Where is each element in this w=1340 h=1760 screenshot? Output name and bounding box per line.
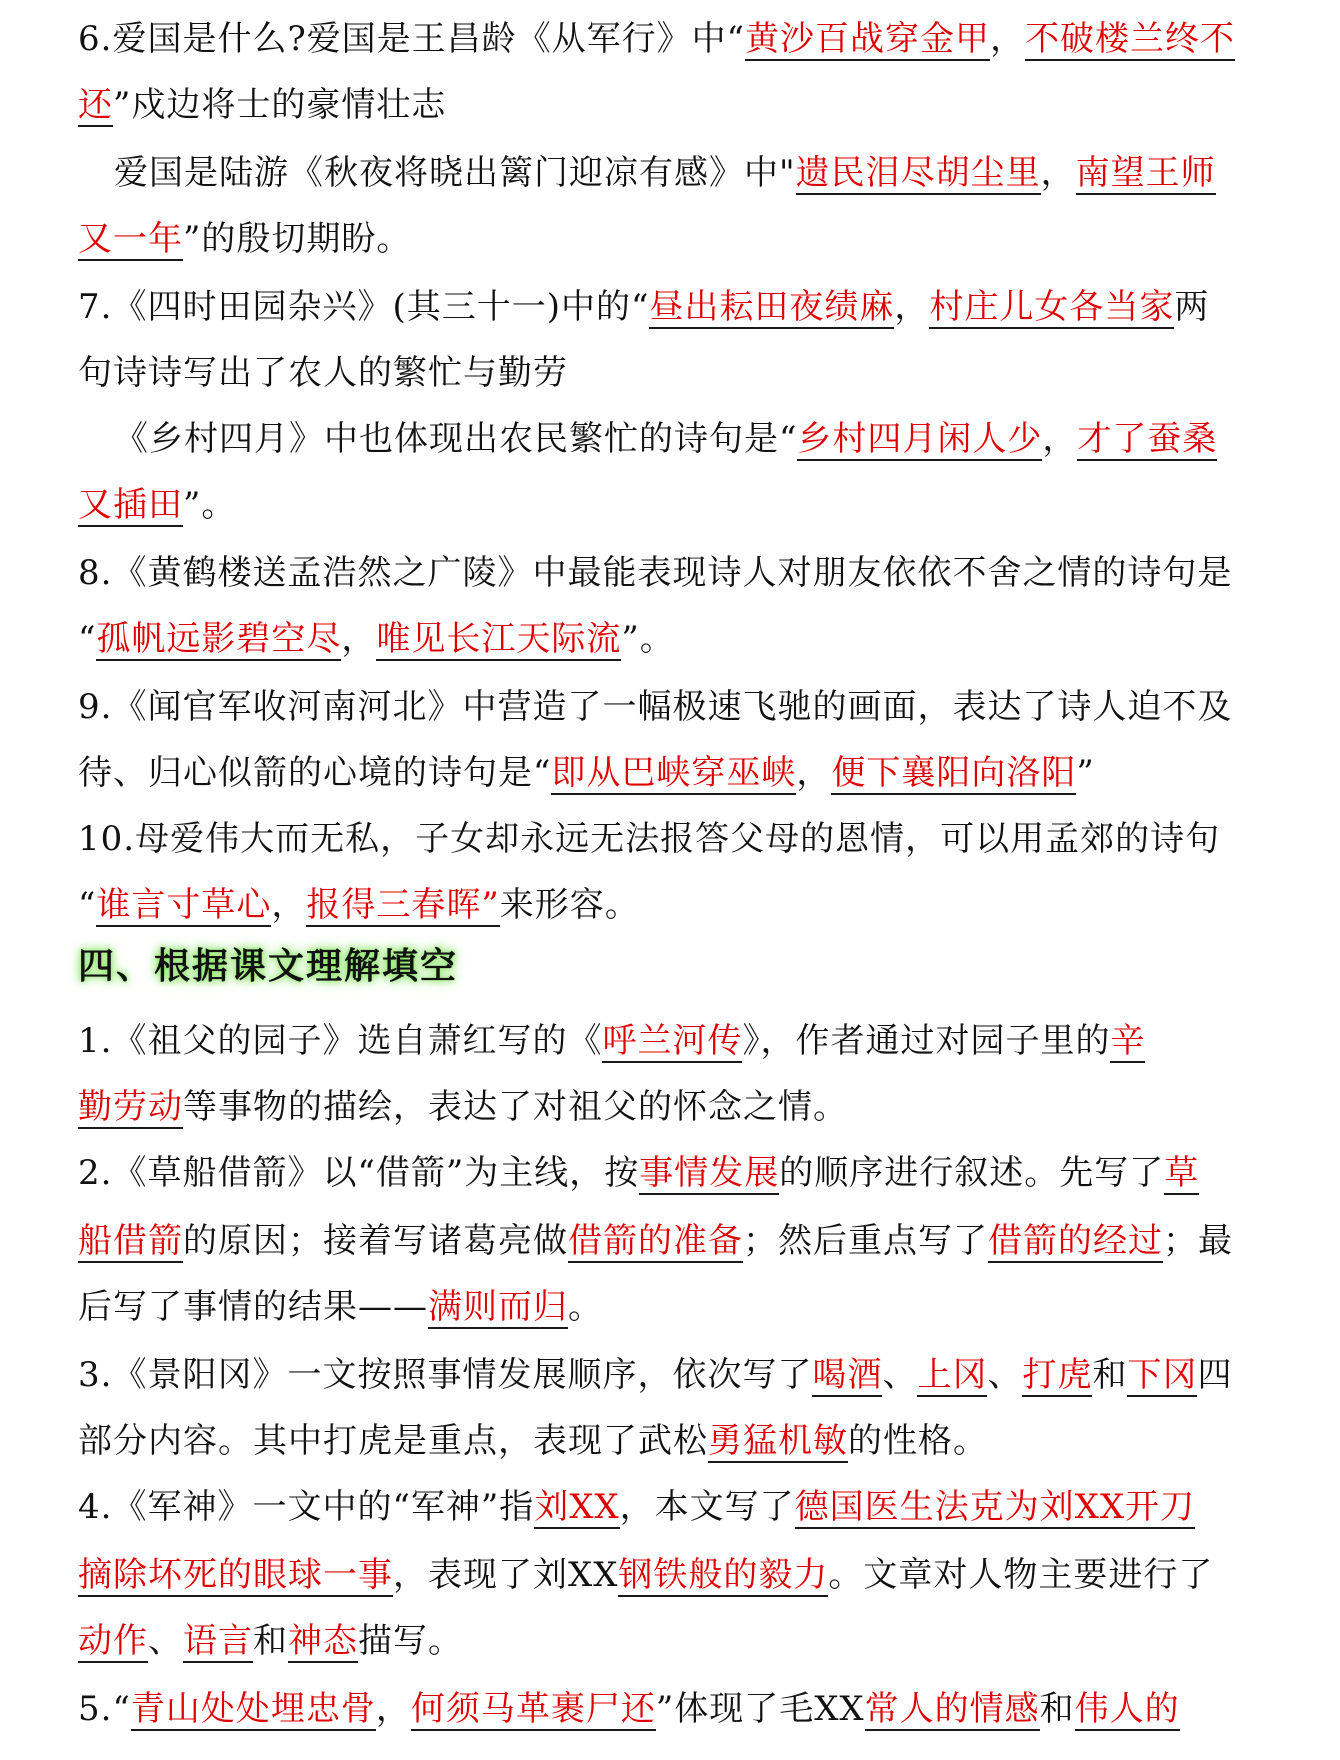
- answer-text: 喝酒: [812, 1355, 883, 1395]
- body-text: ；最: [1163, 1221, 1233, 1261]
- body-text: 《乡村四月》中也体现出农民繁忙的诗句是“: [114, 419, 798, 459]
- text-line: [78, 216, 411, 262]
- body-text: “: [78, 885, 97, 925]
- body-text: 》，作者通过对园子里的: [742, 1021, 1111, 1061]
- text-line: [78, 1686, 1180, 1732]
- answer-text: 昼出耘田夜绩麻: [649, 287, 895, 327]
- section-heading: 四、根据课文理解填空: [78, 946, 459, 987]
- text-line: [78, 350, 568, 396]
- body-text: ；然后重点写了: [743, 1221, 988, 1261]
- body-text: ，: [1042, 419, 1078, 459]
- body-text: 爱国是陆游《秋夜将晓出篱门迎凉有感》中": [114, 153, 796, 193]
- body-text: 后写了事情的结果——: [78, 1287, 428, 1327]
- answer-text: 勇猛机敏: [708, 1421, 848, 1461]
- body-text: ”: [1076, 753, 1095, 793]
- body-text: ，: [894, 287, 930, 327]
- body-text: 两: [1174, 287, 1210, 327]
- answer-text: 辛: [1110, 1021, 1146, 1061]
- body-text: ，表现了刘XX: [393, 1555, 619, 1595]
- answer-text: 呼兰河传: [602, 1021, 743, 1061]
- answer-text: 刘XX: [534, 1487, 620, 1527]
- answer-text: 满则而归: [428, 1287, 568, 1327]
- body-text: 和: [1039, 1689, 1075, 1729]
- body-text: 8.《黄鹤楼送孟浩然之广陵》中最能表现诗人对朋友依依不舍之情的诗句是: [78, 553, 1233, 593]
- body-text: 6.爱国是什么?爱国是王昌龄《从军行》中“: [78, 19, 746, 59]
- answer-text: 又一年: [78, 219, 183, 259]
- body-text: ，: [341, 619, 377, 659]
- body-text: 、: [987, 1355, 1023, 1395]
- answer-text: 德国医生法克为刘XX开刀: [794, 1487, 1196, 1527]
- answer-text: 青山处处埋忠骨: [130, 1689, 376, 1729]
- answer-text: 事情发展: [639, 1153, 780, 1193]
- text-line: [78, 750, 1095, 796]
- text-line: [114, 150, 1216, 196]
- text-line: [78, 816, 1220, 862]
- answer-text: 才了蚕桑: [1077, 419, 1218, 459]
- answer-text: 不破楼兰终不: [1025, 19, 1236, 59]
- answer-text: 打虎: [1022, 1355, 1093, 1395]
- answer-text: 谁言寸草心: [96, 885, 272, 925]
- body-text: 描写。: [358, 1621, 463, 1661]
- text-line: [78, 1484, 1195, 1530]
- answer-text: 摘除坏死的眼球一事: [78, 1555, 393, 1595]
- answer-text: 何须马革裹尸还: [410, 1689, 656, 1729]
- body-text: ，: [1040, 153, 1076, 193]
- text-line: [78, 550, 1232, 596]
- answer-text: 勤劳动: [78, 1087, 183, 1127]
- text-line: [78, 1218, 1233, 1264]
- answer-text: 借箭的准备: [568, 1221, 743, 1261]
- body-text: ”体现了毛XX: [655, 1689, 865, 1729]
- body-text: 。: [568, 1287, 603, 1327]
- body-text: ，: [990, 19, 1026, 59]
- text-line: [78, 882, 640, 928]
- body-text: 来形容。: [499, 885, 640, 925]
- text-line: [78, 482, 236, 528]
- answer-text: 南望王师: [1075, 153, 1216, 193]
- answer-text: 孤帆远影碧空尽: [96, 619, 342, 659]
- body-text: ，本文写了: [619, 1487, 795, 1527]
- body-text: 待、归心似箭的心境的诗句是“: [78, 753, 552, 793]
- body-text: 的原因；接着写诸葛亮做: [183, 1221, 568, 1261]
- text-line: [78, 16, 1235, 62]
- body-text: 部分内容。其中打虎是重点，表现了武松: [78, 1421, 708, 1461]
- answer-text: 伟人的: [1074, 1689, 1180, 1729]
- body-text: 9.《闻官军收河南河北》中营造了一幅极速飞驰的画面，表达了诗人迫不及: [78, 687, 1233, 727]
- answer-text: 草: [1164, 1153, 1200, 1193]
- text-line: [78, 1018, 1145, 1064]
- body-text: 的顺序进行叙述。先写了: [779, 1153, 1165, 1193]
- answer-text: 即从巴峡穿巫峡: [551, 753, 797, 793]
- answer-text: 报得三春晖”: [306, 885, 500, 925]
- answer-text: 还: [78, 85, 113, 125]
- body-text: ，: [271, 885, 307, 925]
- text-line: [78, 1084, 848, 1130]
- text-line: [78, 1284, 603, 1330]
- text-line: [78, 1418, 988, 1464]
- answer-text: 乡村四月闲人少: [797, 419, 1043, 459]
- body-text: 1.《祖父的园子》选自萧红写的《: [78, 1021, 603, 1061]
- text-line: [78, 1618, 463, 1664]
- answer-text: 借箭的经过: [988, 1221, 1163, 1261]
- body-text: “: [78, 619, 97, 659]
- text-line: [114, 416, 1217, 462]
- body-text: 四: [1197, 1355, 1233, 1395]
- body-text: 。文章对人物主要进行了: [828, 1555, 1214, 1595]
- text-line: [78, 616, 675, 662]
- body-text: ，: [796, 753, 832, 793]
- answer-text: 遗民泪尽胡尘里: [795, 153, 1041, 193]
- body-text: 5.“: [78, 1689, 131, 1729]
- answer-text: 语言: [183, 1621, 253, 1661]
- answer-text: 又插田: [78, 485, 183, 525]
- answer-text: 动作: [78, 1621, 148, 1661]
- text-line: [78, 684, 1232, 730]
- body-text: 3.《景阳冈》一文按照事情发展顺序，依次写了: [78, 1355, 813, 1395]
- answer-text: 便下襄阳向洛阳: [831, 753, 1077, 793]
- body-text: ，: [375, 1689, 411, 1729]
- body-text: 7.《四时田园杂兴》(其三十一)中的“: [78, 287, 650, 327]
- body-text: 和: [253, 1621, 288, 1661]
- answer-text: 村庄儿女各当家: [929, 287, 1175, 327]
- text-line: [78, 1150, 1199, 1196]
- body-text: ”。: [621, 619, 675, 659]
- answer-text: 唯见长江天际流: [376, 619, 622, 659]
- text-line: [78, 82, 446, 128]
- body-text: 和: [1092, 1355, 1128, 1395]
- answer-text: 钢铁般的毅力: [618, 1555, 829, 1595]
- answer-text: 黄沙百战穿金甲: [745, 19, 991, 59]
- body-text: 、: [882, 1355, 918, 1395]
- answer-text: 神态: [288, 1621, 358, 1661]
- body-text: 、: [148, 1621, 183, 1661]
- answer-text: 上冈: [917, 1355, 988, 1395]
- text-line: [78, 1352, 1232, 1398]
- answer-text: 常人的情感: [864, 1689, 1040, 1729]
- text-line: [78, 284, 1209, 330]
- body-text: 10.母爱伟大而无私，子女却永远无法报答父母的恩情，可以用孟郊的诗句: [78, 819, 1221, 859]
- body-text: ”的殷切期盼。: [183, 219, 412, 259]
- body-text: ”。: [183, 485, 237, 525]
- body-text: 的性格。: [848, 1421, 988, 1461]
- answer-text: 下冈: [1127, 1355, 1198, 1395]
- text-line: [78, 1552, 1213, 1598]
- body-text: 等事物的描绘，表达了对祖父的怀念之情。: [183, 1087, 848, 1127]
- body-text: ”戍边将士的豪情壮志: [113, 85, 447, 125]
- body-text: 句诗诗写出了农人的繁忙与勤劳: [78, 353, 568, 393]
- answer-text: 船借箭: [78, 1221, 183, 1261]
- body-text: 4.《军神》一文中的“军神”指: [78, 1487, 535, 1527]
- body-text: 2.《草船借箭》以“借箭”为主线，按: [78, 1153, 640, 1193]
